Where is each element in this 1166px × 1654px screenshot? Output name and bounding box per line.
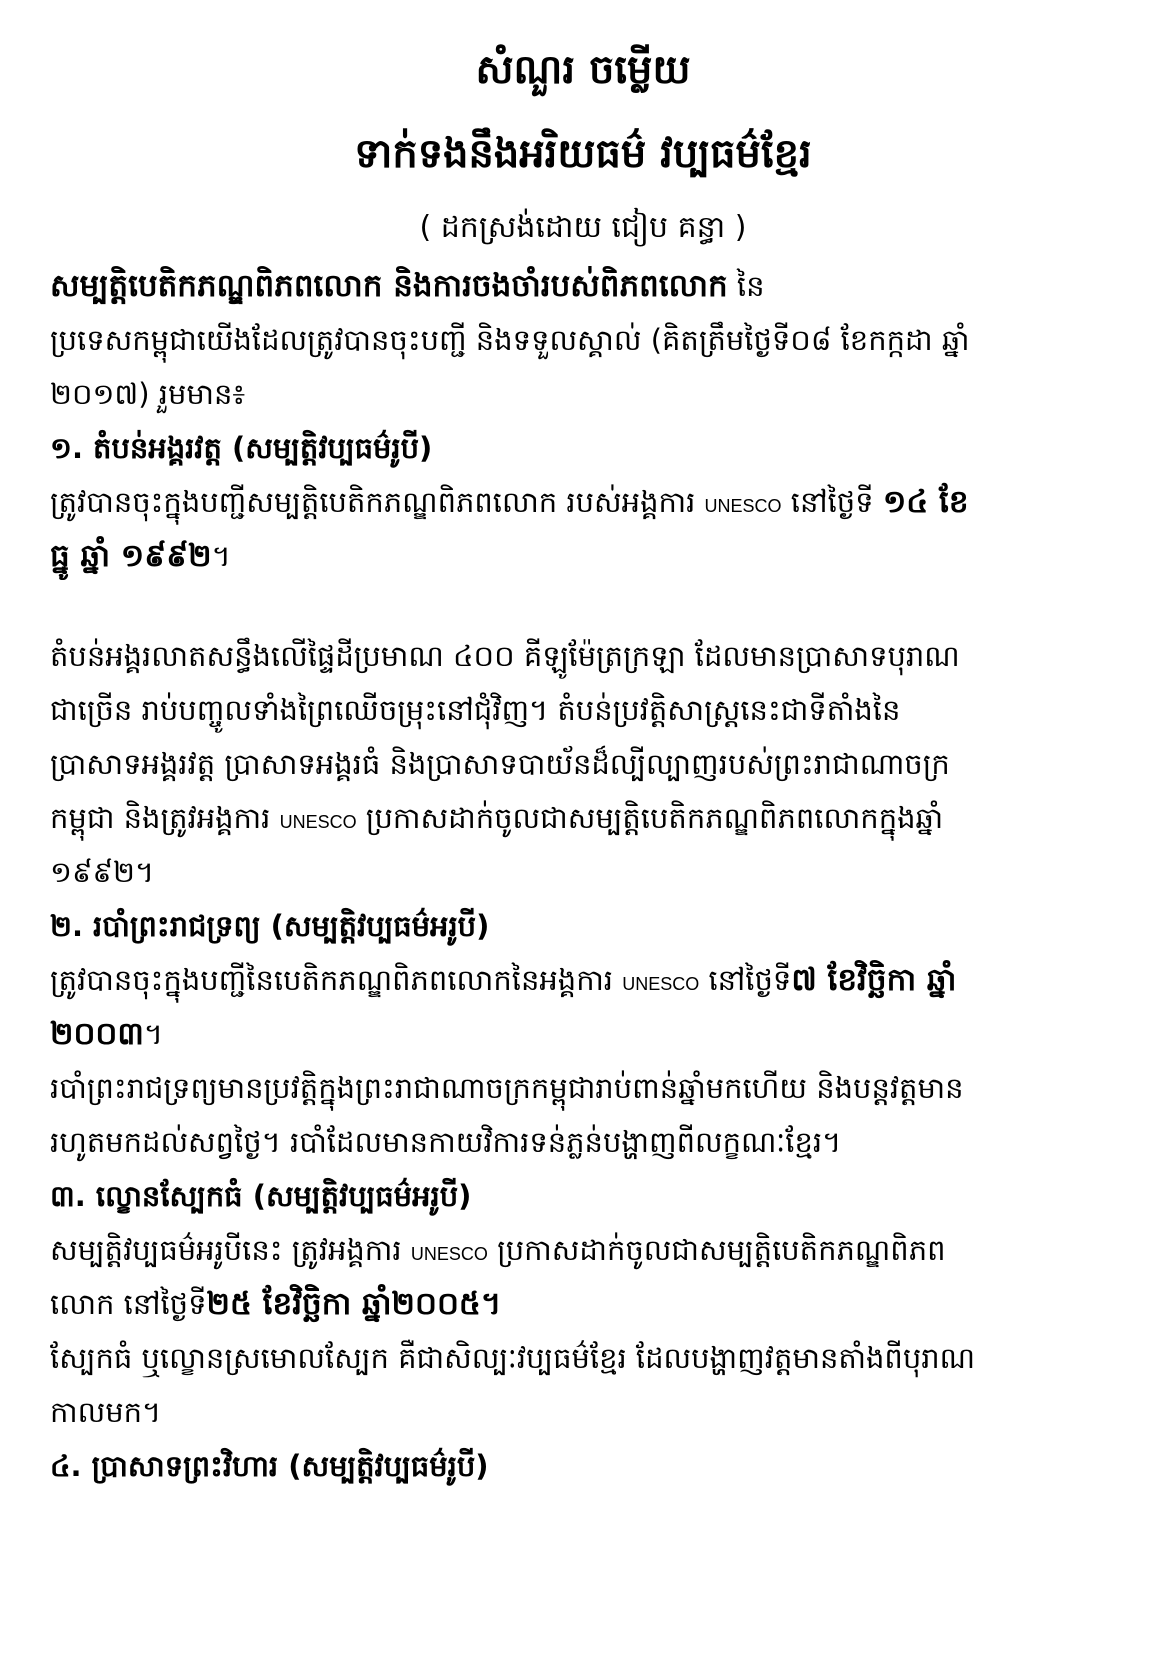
item-1-reg-text-b: នៅថ្ងៃទី bbox=[781, 485, 883, 519]
item-1-desc-line-2: ជាច្រើន រាប់បញ្ចូលទាំងព្រៃឈើចម្រុះនៅជុំវិញ។ តំបន់ប្រវត្តិសាស្ត្រនេះជាទីតាំងនៃ bbox=[50, 693, 901, 727]
item-4-heading: ៤. ប្រាសាទព្រះវិហារ (សម្បត្តិវប្បធម៌រូបី) bbox=[50, 1449, 489, 1483]
title-line-1: សំណួរ ចម្លើយ bbox=[475, 47, 691, 93]
item-1-desc-line-3: ប្រាសាទអង្គរវត្ត ប្រាសាទអង្គរធំ និងប្រាសាទបាយ័នដ៏ល្បីល្បាញរបស់ព្រះរាជាណាចក្រ bbox=[50, 747, 950, 781]
item-1-reg-date-2: ធ្នូ ឆ្នាំ ១៩៩២ bbox=[50, 538, 212, 574]
intro-line-1-tail: នៃ bbox=[727, 269, 765, 303]
item-2-org-name: UNESCO bbox=[622, 974, 700, 994]
intro-line-2: ប្រទេសកម្ពុជាយើងដែលត្រូវបានចុះបញ្ជី និងទទួលស្គាល់ (គិតត្រឹមថ្ងៃទី០៨ ខែកក្កដា ឆ្នាំ bbox=[50, 323, 970, 357]
item-1-desc-4a: កម្ពុជា និងត្រូវអង្គការ bbox=[50, 801, 280, 835]
item-2-desc-line-1: របាំព្រះរាជទ្រព្យមានប្រវត្តិក្នុងព្រះរាជាណាចក្រកម្ពុជារាប់ពាន់ឆ្នាំមកហើយ និងបន្តវត្តមាន bbox=[50, 1071, 964, 1105]
item-2-heading: ២. របាំព្រះរាជទ្រព្យ (សម្បត្តិវប្បធម៌អរូបី) bbox=[50, 909, 490, 943]
item-3-desc-line-2: កាលមក។ bbox=[50, 1395, 162, 1429]
intro-line-1 bbox=[50, 262, 1120, 310]
item-2-desc-line-2: រហូតមកដល់សព្វថ្ងៃ។ របាំដែលមានកាយវិការទន់ភ្លន់បង្ហាញពីលក្ខណៈខ្មែរ។ bbox=[50, 1125, 842, 1159]
item-1-heading: ១. តំបន់អង្គរវត្ត (សម្បត្តិវប្បធម៌រូបី) bbox=[50, 431, 433, 465]
item-1-registration-line-1 bbox=[50, 478, 1120, 530]
item-1-reg-end: ។ bbox=[211, 539, 231, 573]
item-3-reg2-text: លោក នៅថ្ងៃទី bbox=[50, 1287, 207, 1321]
item-2-reg-date-1: ៧ ខែវិច្ឆិកា ឆ្នាំ bbox=[791, 962, 957, 998]
item-3-reg-text-b: ប្រកាសដាក់ចូលជាសម្បត្តិបេតិកភណ្ឌពិភព bbox=[487, 1233, 946, 1267]
credit-line: ( ដកស្រង់ដោយ ជៀប គន្ធា ) bbox=[419, 210, 747, 245]
item-2-registration-line-1 bbox=[50, 956, 1120, 1008]
item-2-reg-date-2: ២០០៣ bbox=[50, 1016, 144, 1052]
item-1-org-name: UNESCO bbox=[704, 496, 782, 516]
item-3-reg2-date: ២៥ ខែវិច្ឆិកា ឆ្នាំ២០០៥។ bbox=[206, 1286, 502, 1322]
item-3-reg-text-a: សម្បត្តិវប្បធម៌អរូបីនេះ ត្រូវអង្គការ bbox=[50, 1233, 411, 1267]
item-1-reg-text-a: ត្រូវបានចុះក្នុងបញ្ជីសម្បត្តិបេតិកភណ្ឌពិភពលោក របស់អង្គការ bbox=[50, 485, 705, 519]
item-1-registration-line-2 bbox=[50, 532, 1120, 580]
item-1-desc-line-5: ១៩៩២។ bbox=[50, 855, 155, 889]
item-3-desc-line-1: ស្បែកធំ ឬល្ខោនស្រមោលស្បែក គឺជាសិល្បៈវប្បធម៌ខ្មែរ ដែលបង្ហាញវត្តមានតាំងពីបុរាណ bbox=[50, 1341, 976, 1375]
item-1-desc-4b: ប្រកាសដាក់ចូលជាសម្បត្តិបេតិកភណ្ឌពិភពលោកក្នុងឆ្នាំ bbox=[356, 801, 944, 835]
item-1-reg-date-1: ១៤ ខែ bbox=[882, 484, 969, 520]
item-3-registration-line-2 bbox=[50, 1280, 1120, 1328]
item-3-org-name: UNESCO bbox=[410, 1244, 488, 1264]
intro-heading: សម្បត្តិបេតិកភណ្ឌពិភពលោក និងការចងចាំរបស់ពិភពលោក bbox=[50, 268, 728, 304]
item-1-desc-org-name: UNESCO bbox=[279, 812, 357, 832]
item-1-desc-line-4 bbox=[50, 794, 1120, 846]
item-1-desc-line-1: តំបន់អង្គរលាតសន្ធឹងលើផ្ទៃដីប្រមាណ ៤០០ គីឡូម៉ែត្រក្រឡា ដែលមានប្រាសាទបុរាណ bbox=[50, 639, 960, 673]
item-3-registration-line-1 bbox=[50, 1226, 1120, 1278]
item-2-reg-text-a: ត្រូវបានចុះក្នុងបញ្ជីនៃបេតិកភណ្ឌពិភពលោកនៃអង្គការ bbox=[50, 963, 623, 997]
item-3-heading: ៣. ល្ខោនស្បែកធំ (សម្បត្តិវប្បធម៌អរូបី) bbox=[50, 1179, 472, 1213]
intro-line-3: ២០១៧) រួមមាន៖ bbox=[50, 377, 246, 411]
item-2-reg-end: ។ bbox=[143, 1017, 163, 1051]
item-2-registration-line-2 bbox=[50, 1010, 1120, 1058]
item-2-reg-text-b: នៅថ្ងៃទី bbox=[699, 963, 792, 997]
title-line-2: ទាក់ទងនឹងអរិយធម៌ វប្បធម៌ខ្មែរ bbox=[354, 131, 812, 177]
